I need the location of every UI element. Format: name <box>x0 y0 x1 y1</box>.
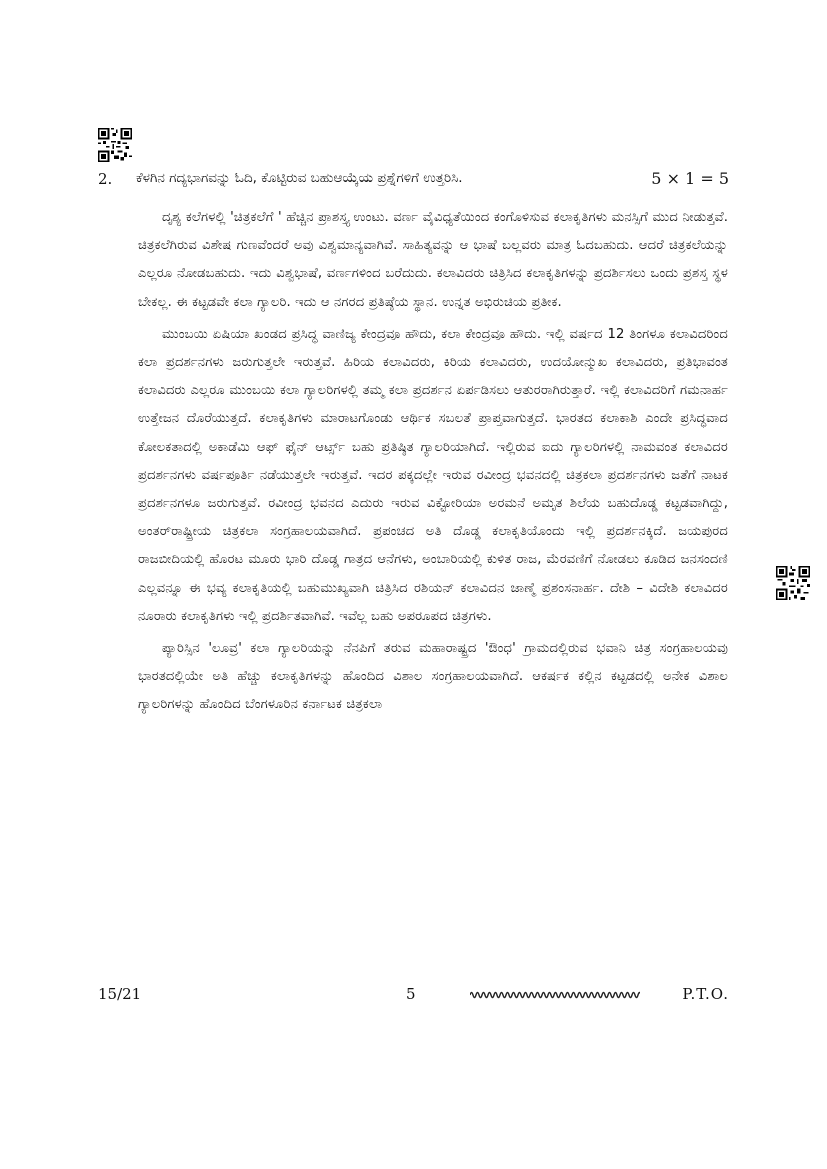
question-header <box>98 170 729 194</box>
passage-paragraph-3: ಪ್ಯಾರಿಸ್ಸಿನ 'ಲೂವ್ರ' ಕಲಾ ಗ್ಯಾಲರಿಯನ್ನು ನೆನಪಿಗೆ ತರುವ ಮಹಾರಾಷ್ಟ್ರದ 'ಔಂಧ' ಗ್ರಾಮದಲ್ಲಿರುವ ಭವಾನಿ ಚಿತ್ರ ಸಂಗ್ರಹಾಲಯವು ಭಾರತದಲ್ಲಿಯೇ ಅತಿ ಹೆಚ್ಚು ಕಲಾಕೃತಿಗಳನ್ನು ಹೊಂದಿದ ವಿಶಾಲ ಸಂಗ್ರಹಾಲಯವಾಗಿದೆ. ಆಕರ್ಷಕ ಕಲ್ಲಿನ ಕಟ್ಟಡದಲ್ಲಿ ಅನೇಕ ವಿಶಾಲ ಗ್ಯಾಲರಿಗಳನ್ನು ಹೊಂದಿದ ಬೆಂಗಳೂರಿನ ಕರ್ನಾಟಕ ಚಿತ್ರಕಲಾ <box>138 641 728 713</box>
paper-code: 15/21 <box>98 985 142 1003</box>
page-number: 5 <box>406 985 416 1003</box>
question-number: 2. <box>98 170 113 188</box>
wavy-line-decoration <box>470 989 640 1001</box>
passage-paragraph-2: ಮುಂಬಯಿ ಏಷಿಯಾ ಖಂಡದ ಪ್ರಸಿದ್ಧ ವಾಣಿಜ್ಯ ಕೇಂದ್ರವೂ ಹೌದು, ಕಲಾ ಕೇಂದ್ರವೂ ಹೌದು. ಇಲ್ಲಿ ವರ್ಷದ 12 ತಿಂಗಳೂ ಕಲಾವಿದರಿಂದ ಕಲಾ ಪ್ರದರ್ಶನಗಳು ಜರುಗುತ್ತಲೇ ಇರುತ್ತವೆ. ಹಿರಿಯ ಕಲಾವಿದರು, ಕಿರಿಯ ಕಲಾವಿದರು, ಉದಯೋನ್ಮುಖ ಕಲಾವಿದರು, ಪ್ರತಿಭಾವಂತ ಕಲಾವಿದರು ಎಲ್ಲರೂ ಮುಂಬಯಿ ಕಲಾ ಗ್ಯಾಲರಿಗಳಲ್ಲಿ ತಮ್ಮ ಕಲಾ ಪ್ರದರ್ಶನ ಏರ್ಪಡಿಸಲು ಆತುರರಾಗಿರುತ್ತಾರೆ. ಇಲ್ಲಿ ಕಲಾವಿದರಿಗೆ ಗಮನಾರ್ಹ ಉತ್ತೇಜನ ದೊರೆಯುತ್ತದೆ. ಕಲಾಕೃತಿಗಳು ಮಾರಾಟಗೊಂಡು ಆರ್ಥಿಕ ಸಬಲತೆ ಪ್ರಾಪ್ತವಾಗುತ್ತದೆ. ಭಾರತದ ಕಲಾಕಾಶಿ ಎಂದೇ ಪ್ರಸಿದ್ಧವಾದ ಕೋಲಕತಾದಲ್ಲಿ ಅಕಾಡೆಮಿ ಆಫ್ ಫೈನ್ ಆರ್ಟ್ಸ್ ಬಹು ಪ್ರತಿಷ್ಠಿತ ಗ್ಯಾಲರಿಯಾಗಿದೆ. ಇಲ್ಲಿರುವ ಐದು ಗ್ಯಾಲರಿಗಳಲ್ಲಿ ನಾಮವಂತ ಕಲಾವಿದರ ಪ್ರದರ್ಶನಗಳು ವರ್ಷಪೂರ್ತಿ ನಡೆಯುತ್ತಲೇ ಇರುತ್ತವೆ. ಇದರ ಪಕ್ಕದಲ್ಲೇ ಇರುವ ರವೀಂದ್ರ ಭವನದಲ್ಲಿ ಚಿತ್ರಕಲಾ ಪ್ರದರ್ಶನಗಳು ಜತೆಗೆ ನಾಟಕ ಪ್ರದರ್ಶನಗಳೂ ಜರುಗುತ್ತವೆ. ರವೀಂದ್ರ ಭವನದ ಎದುರು ಇರುವ ವಿಕ್ಟೋರಿಯಾ ಅರಮನೆ ಅಮೃತ ಶಿಲೆಯ ಬಹುದೊಡ್ಡ ಕಟ್ಟಡವಾಗಿದ್ದು, ಅಂತರ್‌ರಾಷ್ಟ್ರೀಯ ಚಿತ್ರಕಲಾ ಸಂಗ್ರಹಾಲಯವಾಗಿದೆ. ಪ್ರಪಂಚದ ಅತಿ ದೊಡ್ಡ ಕಲಾಕೃತಿಯೊಂದು ಇಲ್ಲಿ ಪ್ರದರ್ಶನಕ್ಕಿದೆ. ಜಯಪುರದ ರಾಜಬೀದಿಯಲ್ಲಿ ಹೊರಟ ಮೂರು ಭಾರಿ ದೊಡ್ಡ ಗಾತ್ರದ ಆನೆಗಳು, ಅಂಬಾರಿಯಲ್ಲಿ ಕುಳಿತ ರಾಜ, ಮೆರವಣಿಗೆ ನೋಡಲು ಕೂಡಿದ ಜನಸಂದಣಿ ಎಲ್ಲವನ್ನೂ ಈ ಭವ್ಯ ಕಲಾಕೃತಿಯಲ್ಲಿ ಬಹುಮುಖ್ಯವಾಗಿ ಚಿತ್ರಿಸಿದ ರಶಿಯನ್ ಕಲಾವಿದನ ಜಾಣ್ಮೆ ಪ್ರಶಂಸನಾರ್ಹ. ದೇಶಿ – ವಿದೇಶಿ ಕಲಾವಿದರ ನೂರಾರು ಕಲಾಕೃತಿಗಳು ಇಲ್ಲಿ ಪ್ರದರ್ಶಿತವಾಗಿವೆ. ಇವೆಲ್ಲ ಬಹು ಅಪರೂಪದ ಚಿತ್ರಗಳು. <box>138 326 728 624</box>
passage <box>138 204 728 724</box>
question-marks: 5 × 1 = 5 <box>651 169 729 188</box>
qr-code-top <box>98 128 132 162</box>
pto-label: P.T.O. <box>682 985 729 1003</box>
page-footer <box>98 985 729 1009</box>
passage-paragraph-1: ದೃಶ್ಯ ಕಲೆಗಳಲ್ಲಿ 'ಚಿತ್ರಕಲೆಗೆ ' ಹೆಚ್ಚಿನ ಪ್ರಾಶಸ್ತ್ಯ ಉಂಟು. ವರ್ಣ ವೈವಿಧ್ಯತೆಯಿಂದ ಕಂಗೊಳಿಸುವ ಕಲಾಕೃತಿಗಳು ಮನಸ್ಸಿಗೆ ಮುದ ನೀಡುತ್ತವೆ. ಚಿತ್ರಕಲೆಗಿರುವ ವಿಶೇಷ ಗುಣವೆಂದರೆ ಅವು ವಿಶ್ವಮಾನ್ಯವಾಗಿವೆ. ಸಾಹಿತ್ಯವನ್ನು ಆ ಭಾಷೆ ಬಲ್ಲವರು ಮಾತ್ರ ಓದಬಹುದು. ಆದರೆ ಚಿತ್ರಕಲೆಯನ್ನು ಎಲ್ಲರೂ ನೋಡಬಹುದು. ಇದು ವಿಶ್ವಭಾಷೆ, ವರ್ಣಗಳಿಂದ ಬರೆದುದು. ಕಲಾವಿದರು ಚಿತ್ರಿಸಿದ ಕಲಾಕೃತಿಗಳನ್ನು ಪ್ರದರ್ಶಿಸಲು ಒಂದು ಪ್ರಶಸ್ತ ಸ್ಥಳ ಬೇಕಲ್ಲ. ಈ ಕಟ್ಟಡವೇ ಕಲಾ ಗ್ಯಾಲರಿ. ಇದು ಆ ನಗರದ ಪ್ರತಿಷ್ಠೆಯ ಸ್ಥಾನ. ಉನ್ನತ ಅಭಿರುಚಿಯ ಪ್ರತೀಕ. <box>138 210 728 310</box>
qr-code-side <box>776 566 810 600</box>
question-instruction: ಕೆಳಗಿನ ಗದ್ಯಭಾಗವನ್ನು ಓದಿ, ಕೊಟ್ಟಿರುವ ಬಹುಆಯ್ಕೆಯ ಪ್ರಶ್ನೆಗಳಿಗೆ ಉತ್ತರಿಸಿ. <box>136 170 463 186</box>
